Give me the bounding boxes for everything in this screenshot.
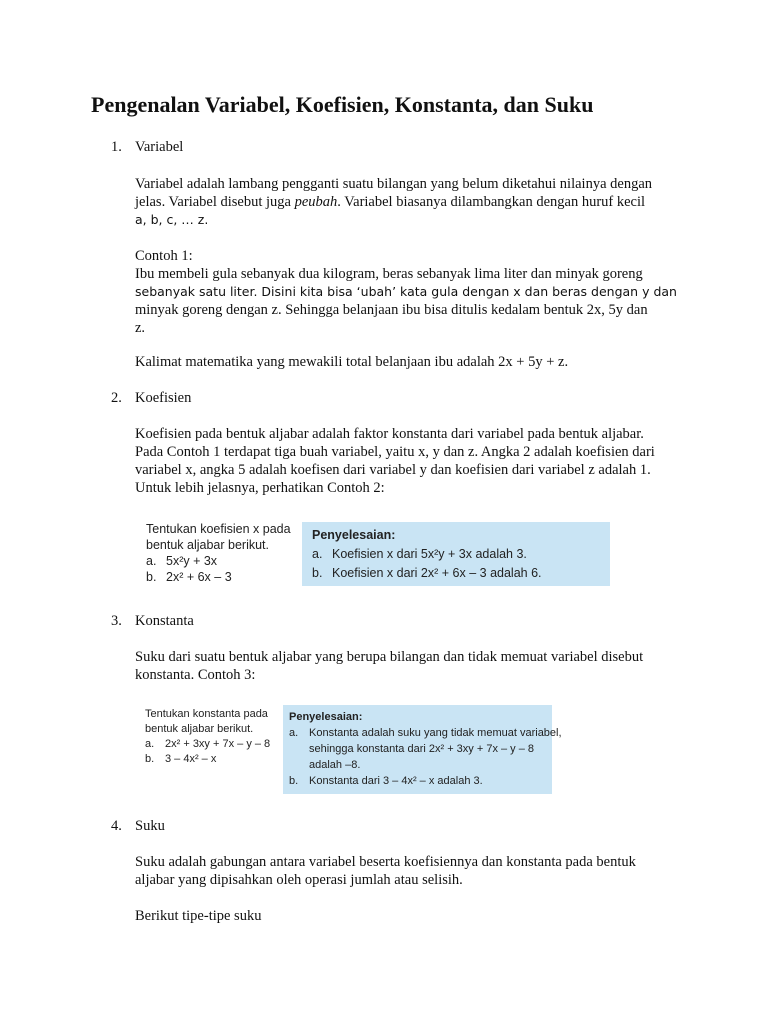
example-3-prompt (145, 707, 270, 767)
item-marker: a. (312, 547, 323, 561)
section-heading-suku (111, 818, 165, 835)
text-line: Suku adalah gabungan antara variabel beserta koefisiennya dan konstanta pada bentuk (135, 854, 636, 870)
example-2-solution-box (302, 522, 610, 586)
text-line: Koefisien pada bentuk aljabar adalah faktor konstanta dari variabel pada bentuk aljabar. (135, 426, 644, 442)
suku-types-intro (135, 907, 680, 925)
prompt-item (145, 737, 270, 752)
solution-item (289, 725, 562, 741)
item-marker: b. (312, 566, 323, 580)
text-line: Berikut tipe-tipe suku (135, 908, 262, 924)
text-line: z. (135, 320, 146, 336)
example-3-solution-box (283, 705, 562, 794)
konstanta-definition (135, 648, 680, 684)
text-fragment: jelas. Variabel disebut juga (135, 194, 295, 210)
section-heading-koefisien (111, 390, 191, 407)
section-title: Suku (135, 818, 165, 834)
text-line: a, b, c, … z. (135, 212, 209, 227)
item-expression: 3 – 4x² – x (165, 753, 217, 765)
item-marker: a. (146, 554, 157, 568)
prompt-item (146, 569, 291, 585)
solution-text: Konstanta adalah suku yang tidak memuat variabel, (309, 727, 562, 739)
section-title: Konstanta (135, 613, 194, 629)
item-marker: b. (146, 570, 157, 584)
item-expression: 5x²y + 3x (166, 554, 218, 568)
solution-title: Penyelesaian: (289, 711, 363, 723)
prompt-item (145, 752, 270, 767)
solution-text: Koefisien x dari 5x²y + 3x adalah 3. (332, 547, 527, 561)
item-expression: 2x² + 6x – 3 (166, 570, 232, 584)
koefisien-definition (135, 425, 680, 497)
text-line: minyak goreng dengan z. Sehingga belanjaan ibu bisa ditulis kedalam bentuk 2x, 5y dan (135, 302, 648, 318)
text-line: Pada Contoh 1 terdapat tiga buah variabel, yaitu x, y dan z. Angka 2 adalah koefisien dari (135, 444, 655, 460)
text-line: Ibu membeli gula sebanyak dua kilogram, beras sebanyak lima liter dan minyak goreng (135, 266, 643, 282)
solution-text: adalah –8. (309, 759, 361, 771)
example-2-prompt (146, 521, 291, 585)
prompt-line: Tentukan koefisien x pada (146, 522, 291, 536)
document-title: Pengenalan Variabel, Koefisien, Konstanta, dan Suku (91, 92, 594, 117)
solution-title: Penyelesaian: (312, 528, 396, 542)
item-marker: a. (145, 738, 155, 750)
section-heading-konstanta (111, 613, 194, 630)
section-title: Koefisien (135, 390, 192, 406)
text-line: Variabel adalah lambang pengganti suatu bilangan yang belum diketahui nilainya dengan (135, 176, 653, 192)
section-number: 3. (111, 613, 122, 629)
solution-item (312, 545, 600, 564)
solution-text: sehingga konstanta dari 2x² + 3xy + 7x – y – 8 (309, 743, 535, 755)
prompt-line: Tentukan konstanta pada (145, 708, 268, 720)
italic-term: peubah (294, 194, 338, 210)
section-number: 2. (111, 390, 122, 406)
prompt-line: bentuk aljabar berikut. (146, 538, 269, 552)
text-fragment: . Variabel biasanya dilambangkan dengan huruf kecil (337, 194, 646, 210)
text-line: variabel x, angka 5 adalah koefisen dari variabel y dan koefisien dari variabel z adalah 1. (135, 462, 651, 478)
solution-item (289, 773, 546, 789)
text-line: konstanta. Contoh 3: (135, 667, 256, 683)
math-sentence (135, 353, 680, 371)
text-line: Untuk lebih jelasnya, perhatikan Contoh 2: (135, 480, 385, 496)
text-line (135, 193, 680, 211)
solution-text: Konstanta dari 3 – 4x² – x adalah 3. (309, 775, 483, 787)
text-line: Kalimat matematika yang mewakili total belanjaan ibu adalah 2x + 5y + z. (135, 354, 569, 370)
item-marker: b. (289, 775, 299, 787)
section-title: Variabel (135, 139, 184, 155)
prompt-item (146, 553, 291, 569)
suku-definition (135, 853, 680, 889)
text-line: sebanyak satu liter. Disini kita bisa ‘ubah’ kata gula dengan x dan beras dengan y dan (135, 284, 677, 299)
section-number: 1. (111, 139, 122, 155)
variabel-definition (135, 175, 680, 229)
example-1 (135, 247, 680, 337)
text-line: Suku dari suatu bentuk aljabar yang berupa bilangan dan tidak memuat variabel disebut (135, 649, 644, 665)
item-expression: 2x² + 3xy + 7x – y – 8 (165, 738, 271, 750)
text-line: aljabar yang dipisahkan oleh operasi jumlah atau selisih. (135, 872, 463, 888)
prompt-line: bentuk aljabar berikut. (145, 723, 254, 735)
item-marker: a. (289, 727, 299, 739)
section-number: 4. (111, 818, 122, 834)
solution-item (312, 564, 600, 583)
example-label: Contoh 1: (135, 248, 193, 264)
item-marker: b. (145, 753, 155, 765)
solution-text: Koefisien x dari 2x² + 6x – 3 adalah 6. (332, 566, 542, 580)
section-heading-variabel (111, 139, 183, 156)
